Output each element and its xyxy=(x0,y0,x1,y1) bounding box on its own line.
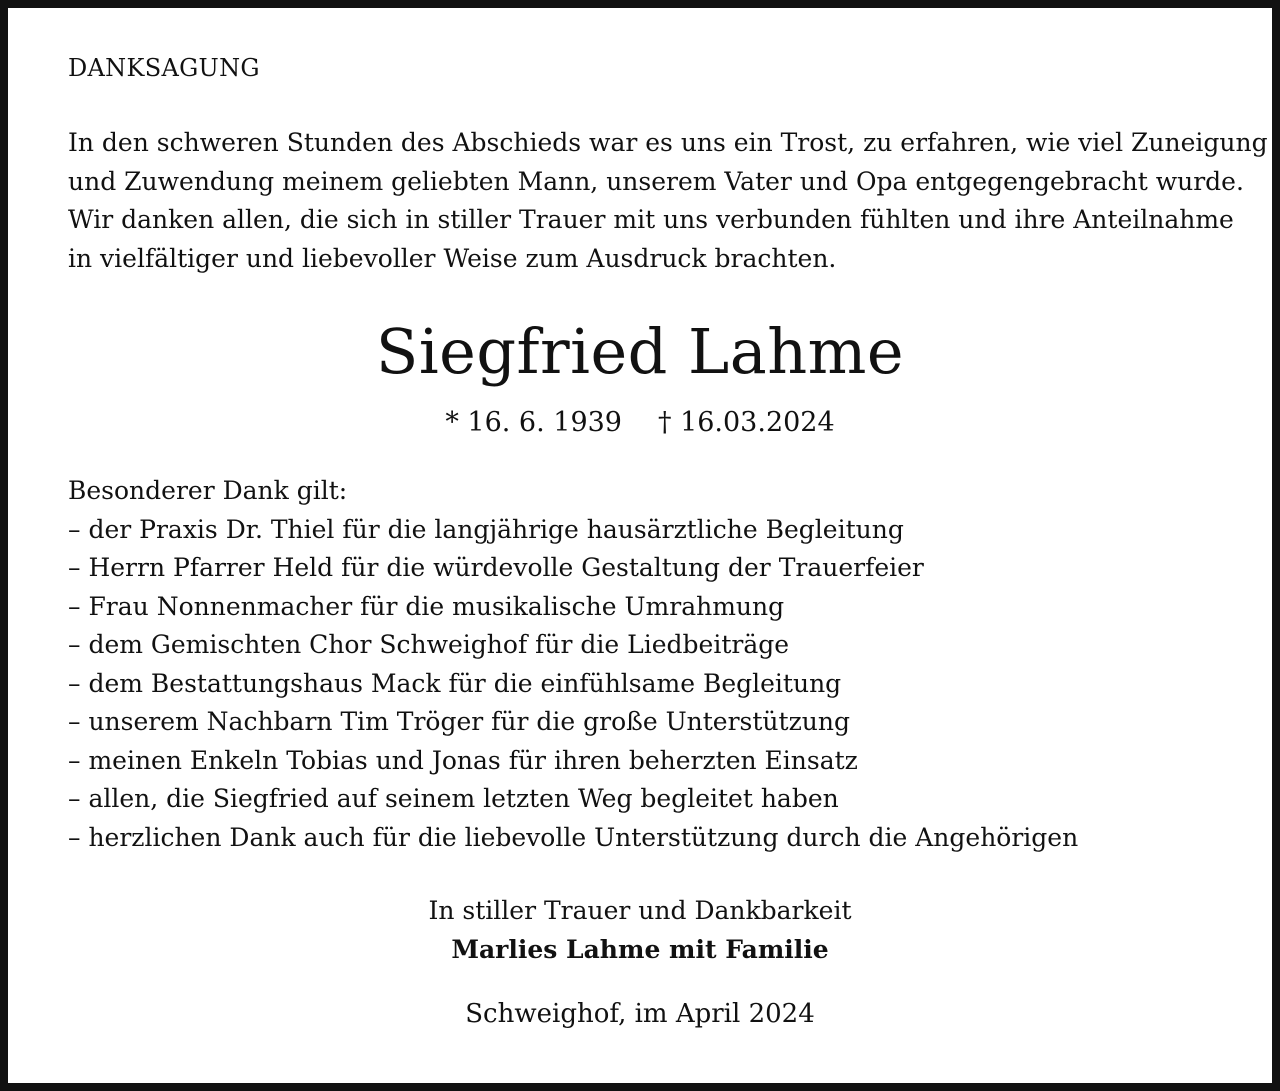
life-dates xyxy=(0,405,1280,441)
list-item: – unserem Nachbarn Tim Tröger für die große Unterstützung xyxy=(68,707,850,736)
thanks-title: Besonderer Dank gilt: xyxy=(68,476,348,505)
list-item: – dem Gemischten Chor Schweighof für die Liedbeiträge xyxy=(68,630,790,659)
place-and-date: Schweighof, im April 2024 xyxy=(465,999,815,1029)
list-item: – meinen Enkeln Tobias und Jonas für ihren beherzten Einsatz xyxy=(68,745,858,775)
list-item: – Herrn Pfarrer Held für die würdevolle Gestaltung der Trauerfeier xyxy=(68,553,924,582)
list-item: – der Praxis Dr. Thiel für die langjährige hausärztliche Begleitung xyxy=(68,514,904,544)
list-item: – herzlichen Dank auch für die liebevolle Unterstützung durch die Angehörigen xyxy=(68,822,1079,852)
notice-heading: DANKSAGUNG xyxy=(68,54,260,82)
list-item: – allen, die Siegfried auf seinem letzten Weg begleitet haben xyxy=(68,784,839,813)
intro-line: und Zuwendung meinem geliebten Mann, unserem Vater und Opa entgegengebracht wurde. xyxy=(68,166,1244,196)
death-date: † 16.03.2024 xyxy=(657,407,835,438)
birth-date: * 16. 6. 1939 xyxy=(445,407,622,438)
intro-paragraph xyxy=(68,124,1268,278)
intro-line: In den schweren Stunden des Abschieds war es uns ein Trost, zu erfahren, wie viel Zuneigung xyxy=(68,128,1268,157)
closing-block xyxy=(0,892,1280,969)
list-item: – Frau Nonnenmacher für die musikalische Umrahmung xyxy=(68,591,785,621)
special-thanks xyxy=(68,472,1218,857)
family-signature: Marlies Lahme mit Familie xyxy=(451,934,829,964)
intro-line: in vielfältiger und liebevoller Weise zum Ausdruck brachten. xyxy=(68,243,837,273)
closing-line: In stiller Trauer und Dankbarkeit xyxy=(428,896,852,925)
intro-line: Wir danken allen, die sich in stiller Trauer mit uns verbunden fühlten und ihre Anteilnahme xyxy=(68,205,1234,234)
deceased-name: Siegfried Lahme xyxy=(375,315,905,388)
list-item: – dem Bestattungshaus Mack für die einfühlsame Begleitung xyxy=(68,668,842,698)
